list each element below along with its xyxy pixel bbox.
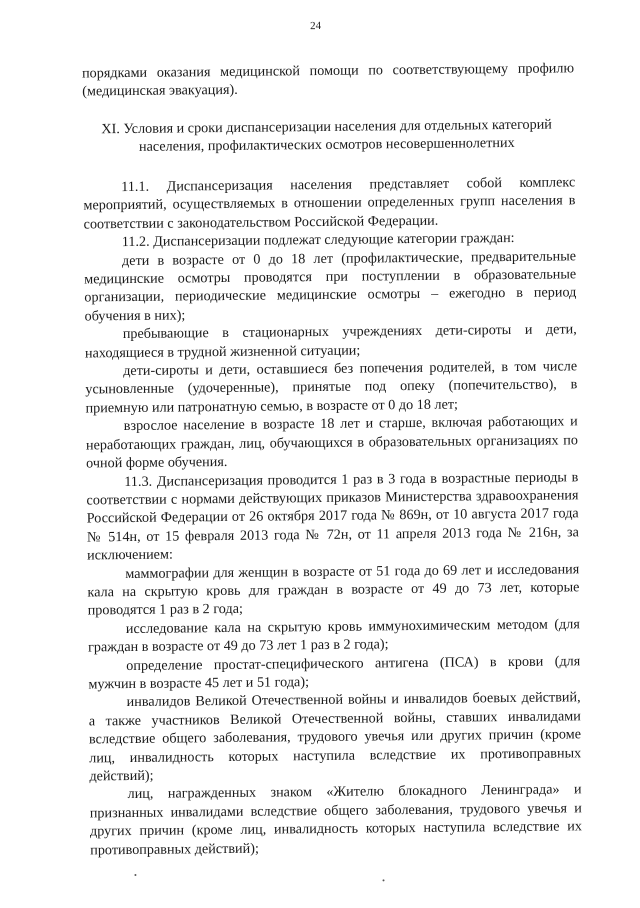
exception-war-invalids: инвалидов Великой Отечественной войны и инвалидов боевых действий, а также участников Великой Отечественной войны, ставших инвалидами вследствие общего заболевания, трудового увечья или других причин (кроме лиц, инвалидность которых наступила вследствие их противоправных действий); [88, 689, 582, 785]
section-title: XI. Условия и сроки диспансеризации населения для отдельных категорий населения, профилактических осмотров несовершеннолетних [101, 116, 552, 156]
exception-psa-test: определение простат-специфического антигена (ПСА) в крови (для мужчин в возрасте 45 лет и 51 года); [88, 652, 581, 693]
body-text [83, 173, 582, 859]
continuation-paragraph-block [82, 59, 574, 101]
list-item-adults: взрослое население в возрасте 18 лет и старше, включая работающих и неработающих граждан, лиц, обучающихся в образовательных организациях по очной форме обучения. [85, 413, 578, 472]
exception-leningrad-blockade: лиц, награжденных знаком «Жителю блокадного Ленинграда» и признанных инвалидами вследствие общего заболевания, трудового увечья и других причин (кроме лиц, инвалидность которых наступила вследствие их противоправных действий); [89, 781, 583, 859]
scan-speck [134, 874, 136, 876]
exception-mammography: маммографии для женщин в возрасте от 51 года до 69 лет и исследования кала на скрытую кровь для граждан в возрасте от 49 до 73 лет, которые проводятся 1 раз в 2 года; [87, 560, 580, 619]
list-item-orphans-without-care: дети-сироты и дети, оставшиеся без попечения родителей, в том числе усыновленные (удочеренные), принятые под опеку (попечительство), в приемную или патронатную семью, в возрасте от 0 до 18 лет; [85, 358, 578, 417]
continuation-paragraph: порядками оказания медицинской помощи по соответствующему профилю (медицинская эвакуация). [81, 60, 575, 100]
paragraph-11-3: 11.3. Диспансеризация проводится 1 раз в 3 года в возрастные периоды в соответствии с нормами действующих приказов Министерства здравоохранения Российской Федерации от 26 октября 2017 года № 869н, от 10 августа 2017 года № 514н, от 15 февраля 2013 года № 72н, от 11 апреля 2013 года № 216н, за исключением: [86, 468, 579, 564]
paragraph-11-1: 11.1. Диспансеризация населения представляет собой комплекс мероприятий, осуществляемых в отношении определенных групп населения в соответствии с законодательством Российской Федерации. [83, 174, 576, 233]
scan-speck [382, 879, 384, 881]
paragraph-11-2: 11.2. Диспансеризации подлежат следующие категории граждан: [121, 230, 515, 251]
section-heading-block [77, 115, 577, 157]
page-number: 24 [309, 19, 322, 33]
exception-occult-blood-test: исследование кала на скрытую кровь иммунохимическим методом (для граждан в возрасте от 49 до 73 лет 1 раз в 2 года); [87, 616, 580, 656]
list-item-children: дети в возрасте от 0 до 18 лет (профилактические, предварительные медицинские осмотры проводятся при поступлении в образовательные организации, периодические медицинские осмотры – ежегодно в период обучения в них); [84, 247, 577, 325]
list-item-orphans-in-institutions: пребывающие в стационарных учреждениях дети-сироты и дети, находящиеся в трудной жизненной ситуации; [84, 321, 577, 362]
